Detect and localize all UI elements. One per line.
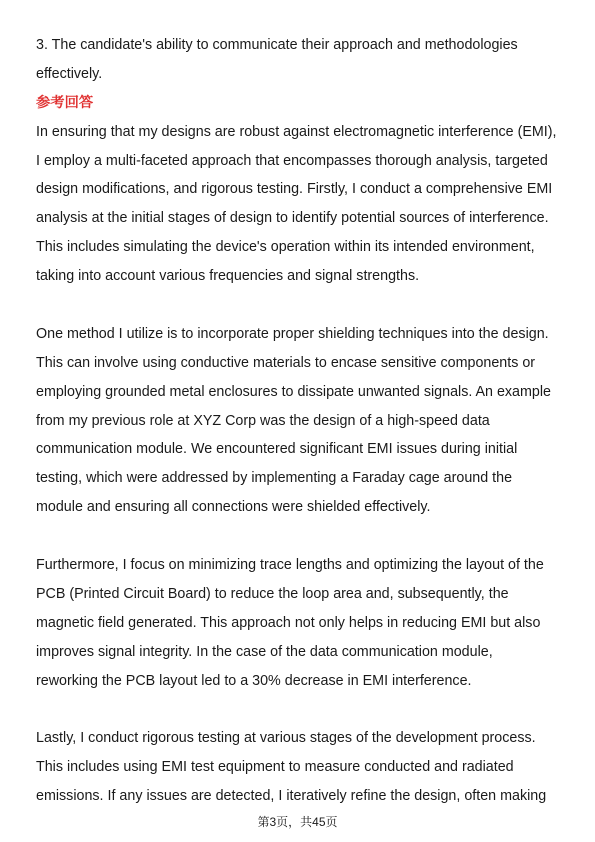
paragraph-line: improves signal integrity. In the case of the data communication module, <box>36 643 493 660</box>
paragraph-line: from my previous role at XYZ Corp was the design of a high-speed data <box>36 412 490 429</box>
paragraph-line: employing grounded metal enclosures to dissipate unwanted signals. An example <box>36 383 552 400</box>
paragraph-line: I employ a multi-faceted approach that encompasses thorough analysis, targeted <box>36 152 548 169</box>
document-body <box>36 31 564 811</box>
paragraph-line: Furthermore, I focus on minimizing trace lengths and optimizing the layout of the <box>36 557 544 574</box>
paragraph-line: communication module. We encountered significant EMI issues during initial <box>36 441 518 458</box>
paragraph-gap <box>36 291 564 320</box>
paragraph-line: This includes using EMI test equipment to measure conducted and radiated <box>36 759 514 776</box>
paragraph-line: testing, which were addressed by implementing a Faraday cage around the <box>36 470 513 487</box>
paragraph-line: PCB (Printed Circuit Board) to reduce the loop area and, subsequently, the <box>36 585 509 602</box>
paragraph-line: module and ensuring all connections were shielded effectively. <box>36 499 431 516</box>
paragraph-line: taking into account various frequencies and signal strengths. <box>36 268 420 285</box>
paragraph-2 <box>36 320 564 522</box>
paragraph-line: In ensuring that my designs are robust against electromagnetic interference (EMI), <box>36 123 557 140</box>
paragraph-gap <box>36 522 564 551</box>
paragraph-line: This includes simulating the device's operation within its intended environment, <box>36 239 535 256</box>
paragraph-line: This can involve using conductive materials to encase sensitive components or <box>36 354 536 371</box>
page-number-footer: 第3页，共45页 <box>257 815 338 829</box>
paragraph-3 <box>36 551 564 695</box>
answer-label: 参考回答 <box>36 94 94 111</box>
paragraph-4 <box>36 724 564 811</box>
paragraph-line: emissions. If any issues are detected, I iteratively refine the design, often making <box>36 788 547 805</box>
question-line: 3. The candidate's ability to communicate their approach and methodologies <box>36 37 518 53</box>
paragraph-1 <box>36 118 564 291</box>
paragraph-line: analysis at the initial stages of design to identify potential sources of interference. <box>36 210 549 227</box>
paragraph-line: One method I utilize is to incorporate proper shielding techniques into the design. <box>36 325 549 342</box>
paragraph-gap <box>36 695 564 724</box>
paragraph-line: magnetic field generated. This approach not only helps in reducing EMI but also <box>36 614 541 631</box>
paragraph-line: Lastly, I conduct rigorous testing at various stages of the development process. <box>36 730 536 747</box>
paragraph-line: reworking the PCB layout led to a 30% decrease in EMI interference. <box>36 672 472 689</box>
paragraph-line: design modifications, and rigorous testing. Firstly, I conduct a comprehensive EMI <box>36 181 553 198</box>
question-line: effectively. <box>36 65 103 82</box>
